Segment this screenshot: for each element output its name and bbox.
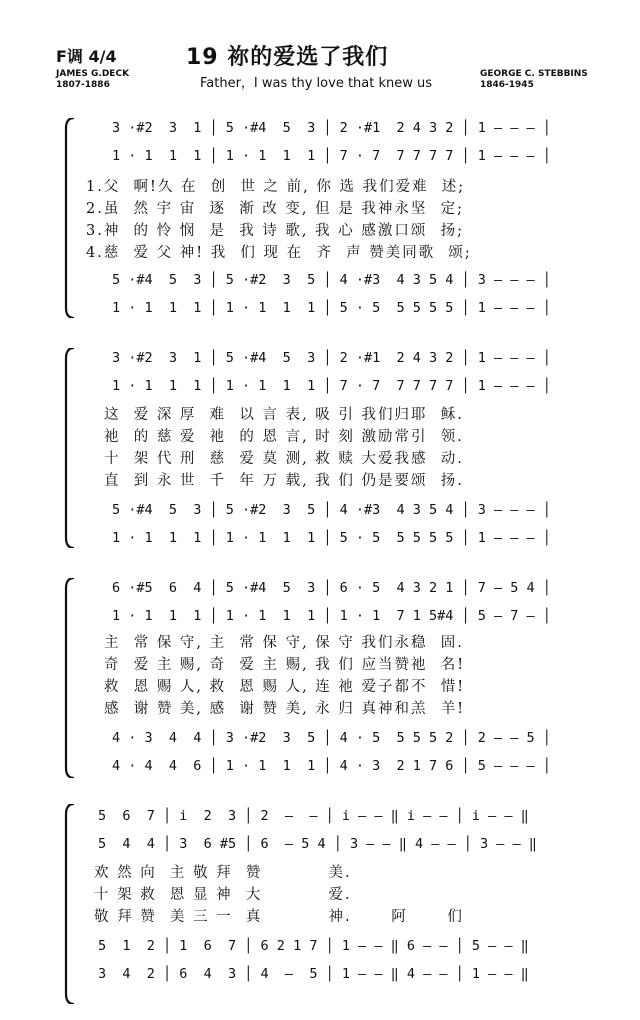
bass-line: 1 · 1 1 1 │ 1 · 1 1 1 │ 5 · 5 5 5 5 5 │ 1 — — — │	[112, 300, 551, 316]
lyric-verse-4: 直 到 永 世 千 年 万 载, 我 们 仍是要颂 扬.	[104, 473, 464, 489]
lyric-verse-2: 十 架 救 恩 显 神 大 爱.	[94, 887, 352, 903]
lyricist-credit	[56, 69, 129, 91]
lyric-verse-1: 这 爱 深 厚 难 以 言 表, 吸 引 我们归耶 稣.	[104, 407, 464, 423]
bass-line: 1 · 1 1 1 │ 1 · 1 1 1 │ 5 · 5 5 5 5 5 │ 1 — — — │	[112, 530, 551, 546]
alto-line: 5 4 4 │ 3 6 #5 │ 6 — 5 4 │ 3 — — ‖ 4 — — │ 3 — — ‖	[98, 836, 537, 852]
score-system-1	[0, 114, 640, 324]
lyric-verse-2: 奇 爱 主 赐, 奇 爱 主 赐, 我 们 应当赞祂 名!	[104, 657, 466, 673]
lyric-verse-1: 主 常 保 守, 主 常 保 守, 保 守 我们永稳 固.	[104, 635, 464, 651]
lyricist-years: 1807-1886	[56, 80, 110, 90]
alto-line: 1 · 1 1 1 │ 1 · 1 1 1 │ 1 · 1 7 1 5#4 │ 5 — 7 — │	[112, 608, 551, 624]
lyric-verse-1: 1.父 啊!久 在 创 世 之 前, 你 选 我们爱难 述;	[86, 179, 466, 195]
bass-line: 3 4 2 │ 6 4 3 │ 4 — 5 │ 1 — — ‖ 4 — — │ 1 — — ‖	[98, 966, 529, 982]
composer-name: GEORGE C. STEBBINS	[480, 69, 588, 79]
bass-line: 4 · 4 4 6 │ 1 · 1 1 1 │ 4 · 3 2 1 7 6 │ 5 — — — │	[112, 758, 551, 774]
brace-icon	[62, 348, 76, 548]
score-system-3	[0, 574, 640, 784]
song-subtitle: Father，I was thy love that knew us	[200, 76, 433, 91]
lyric-verse-2: 2.虽 然 宇 宙 逐 渐 改 变, 但 是 我神永坚 定;	[86, 201, 464, 217]
alto-line: 1 · 1 1 1 │ 1 · 1 1 1 │ 7 · 7 7 7 7 7 │ 1 — — — │	[112, 378, 551, 394]
lyric-verse-3: 十 架 代 刑 慈 爱 莫 测, 救 赎 大爱我感 动.	[104, 451, 464, 467]
brace-icon	[62, 804, 76, 1004]
soprano-line: 3 ·#2 3 1 │ 5 ·#4 5 3 │ 2 ·#1 2 4 3 2 │ 1 — — — │	[112, 120, 551, 136]
tenor-line: 5 ·#4 5 3 │ 5 ·#2 3 5 │ 4 ·#3 4 3 5 4 │ 3 — — — │	[112, 272, 551, 288]
tenor-line: 5 ·#4 5 3 │ 5 ·#2 3 5 │ 4 ·#3 4 3 5 4 │ 3 — — — │	[112, 502, 551, 518]
soprano-line: 5 6 7 │ i 2 3 │ 2 — — │ i — — ‖ i — — │ i — — ‖	[98, 808, 529, 824]
lyric-verse-3: 救 恩 赐 人, 救 恩 赐 人, 连 祂 爱子都不 惜!	[104, 679, 466, 695]
lyric-verse-3: 敬 拜 赞 美 三 一 真 神. 阿 们	[94, 909, 464, 925]
brace-icon	[62, 118, 76, 318]
lyric-verse-4: 4.慈 爱 父 神! 我 们 现 在 齐 声 赞美同歌 颂;	[86, 245, 472, 261]
lyric-verse-3: 3.神 的 怜 悯 是 我 诗 歌, 我 心 感激口颂 扬;	[86, 223, 464, 239]
composer-credit	[480, 69, 588, 91]
score-system-2	[0, 344, 640, 554]
lyric-verse-2: 祂 的 慈 爱 祂 的 恩 言, 时 刻 激励常引 领.	[104, 429, 464, 445]
soprano-line: 3 ·#2 3 1 │ 5 ·#4 5 3 │ 2 ·#1 2 4 3 2 │ 1 — — — │	[112, 350, 551, 366]
lyric-verse-1: 欢 然 向 主 敬 拜 赞 美.	[94, 865, 352, 881]
lyricist-name: JAMES G.DECK	[56, 69, 130, 79]
soprano-line: 6 ·#5 6 4 │ 5 ·#4 5 3 │ 6 · 5 4 3 2 1 │ 7 — 5 4 │	[112, 580, 551, 596]
key-signature: F调 4/4	[56, 47, 117, 66]
alto-line: 1 · 1 1 1 │ 1 · 1 1 1 │ 7 · 7 7 7 7 7 │ 1 — — — │	[112, 148, 551, 164]
composer-years: 1846-1945	[480, 80, 534, 90]
tenor-line: 4 · 3 4 4 │ 3 ·#2 3 5 │ 4 · 5 5 5 5 2 │ 2 — — 5 │	[112, 730, 551, 746]
tenor-line: 5 1 2 │ 1 6 7 │ 6 2 1 7 │ 1 — — ‖ 6 — — │ 5 — — ‖	[98, 938, 529, 954]
lyric-verse-4: 感 谢 赞 美, 感 谢 赞 美, 永 归 真神和羔 羊!	[104, 701, 466, 717]
brace-icon	[62, 578, 76, 778]
song-title: 19 祢的爱选了我们	[186, 45, 389, 70]
score-system-4	[0, 804, 640, 1004]
